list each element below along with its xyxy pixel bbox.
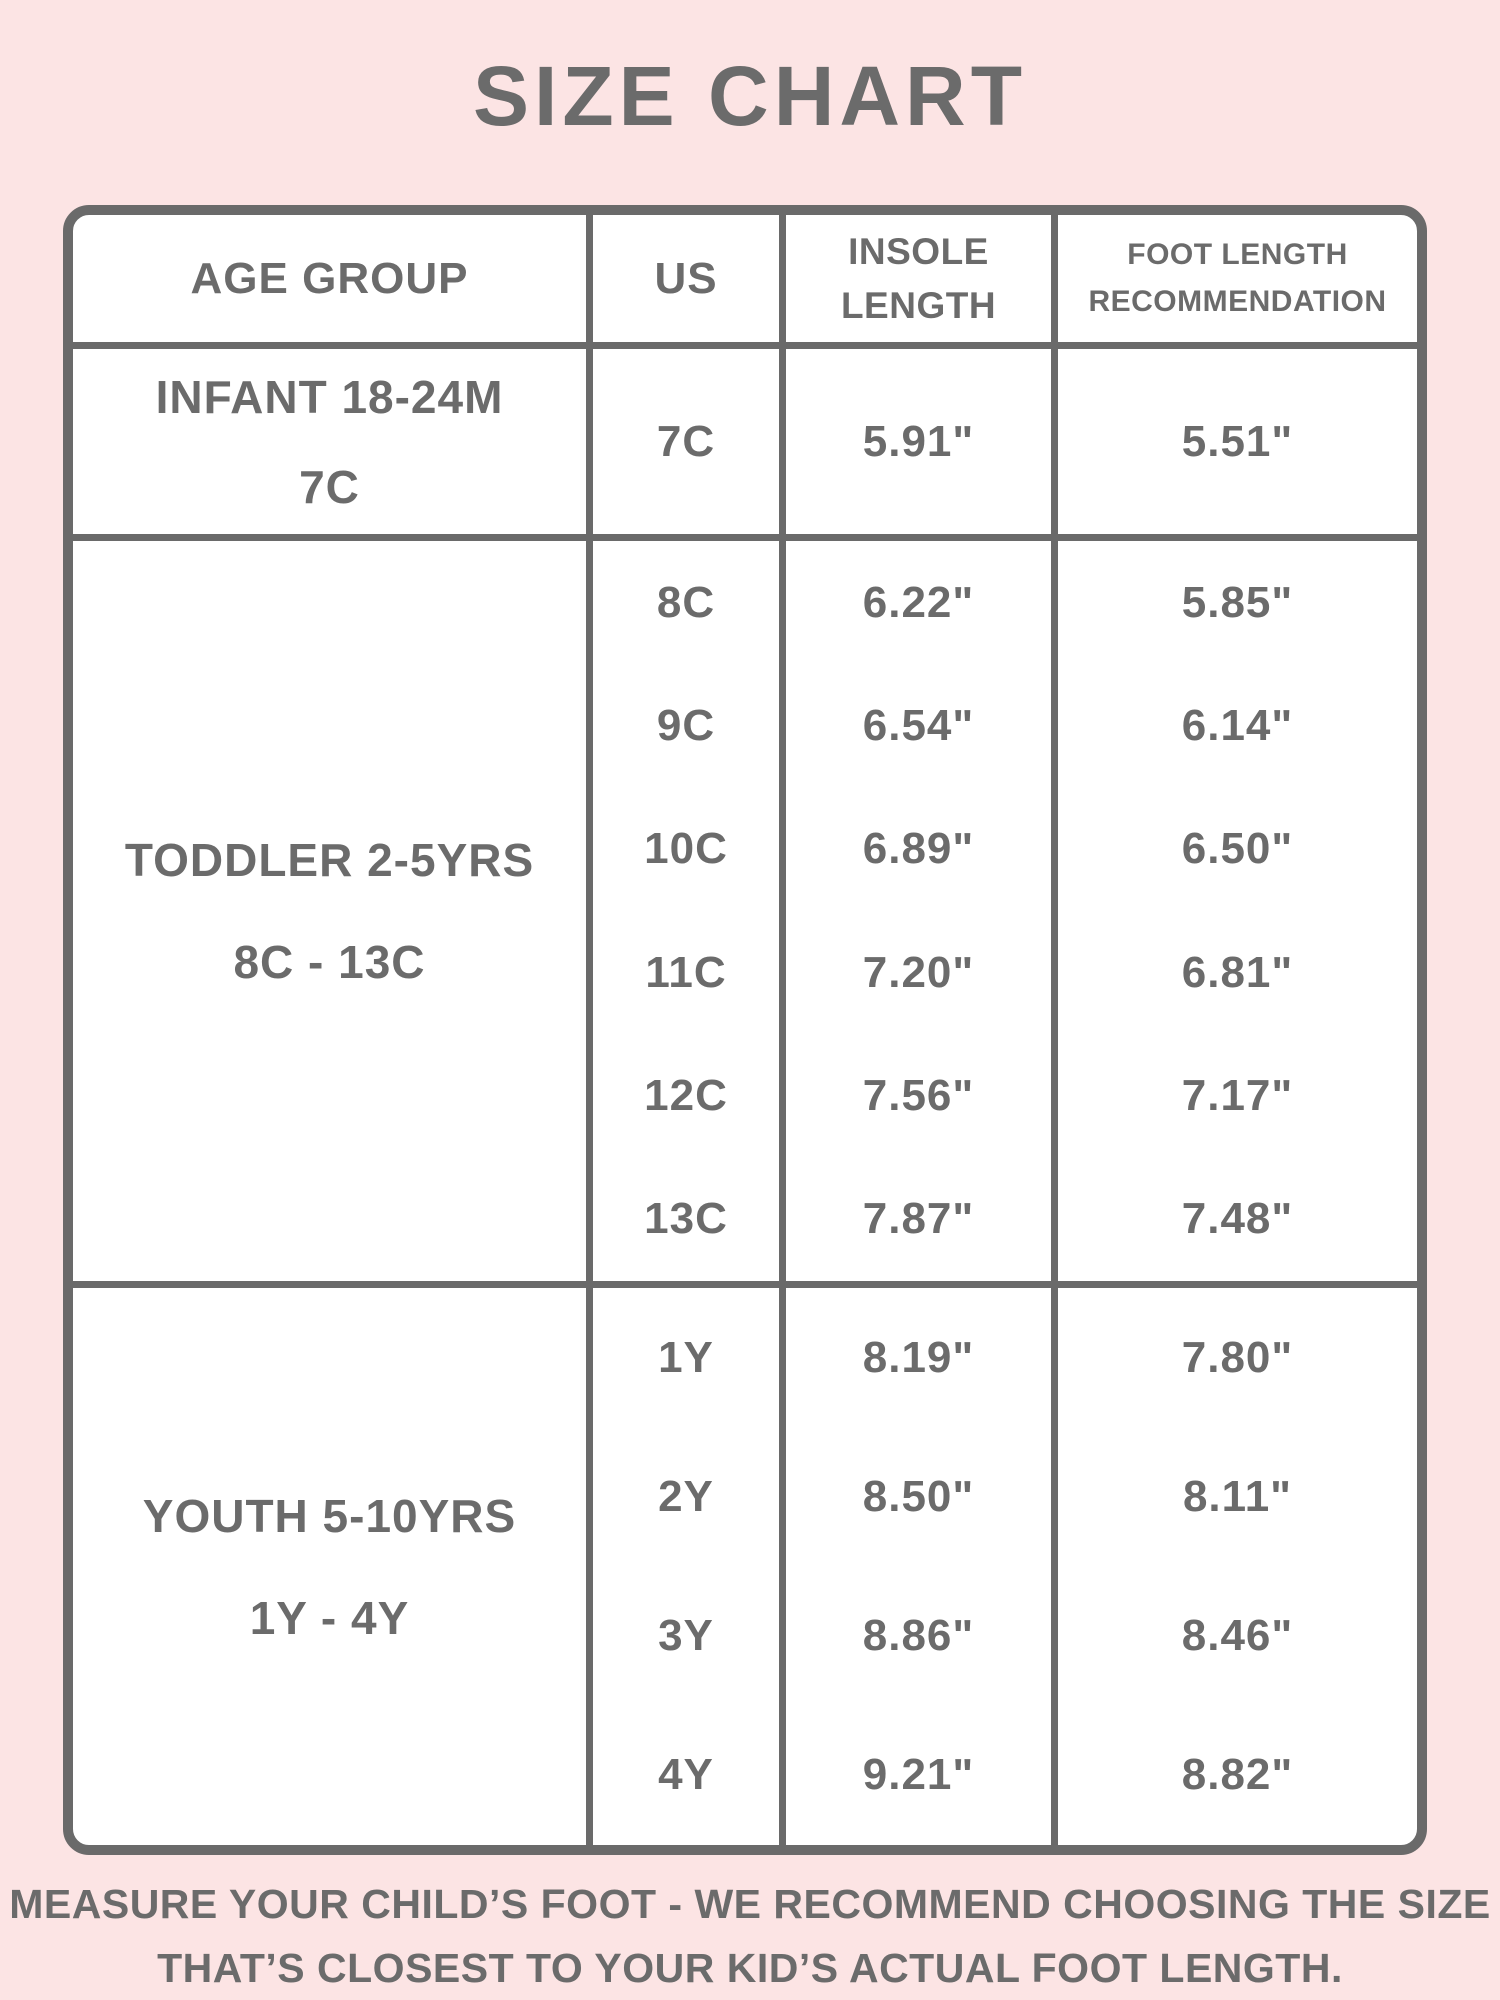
header-insole-line1: INSOLE [848, 230, 989, 272]
header-cell-age-group [73, 215, 593, 349]
foot-length-column-infant [1058, 349, 1417, 541]
us-size-value: 9C [656, 700, 716, 750]
foot-length-value: 5.51" [1181, 416, 1294, 466]
foot-length-value: 8.46" [1181, 1611, 1294, 1661]
page-title: SIZE CHART [473, 49, 1027, 143]
age-group-label-line2: 8C - 13C [233, 936, 426, 988]
insole-length-value: 7.20" [862, 947, 975, 997]
foot-length-value: 6.81" [1181, 947, 1294, 997]
insole-length-value: 6.89" [862, 824, 975, 874]
header-age-group-label: AGE GROUP [190, 253, 469, 303]
insole-length-value: 7.56" [862, 1070, 975, 1120]
insole-length-column-toddler [786, 541, 1058, 1288]
measurement-note-line1: MEASURE YOUR CHILD’S FOOT - WE RECOMMEND CHOOSING THE SIZE [9, 1881, 1491, 1927]
insole-length-value: 6.54" [862, 700, 975, 750]
header-cell-foot-length-recommendation [1058, 215, 1417, 349]
foot-length-value: 6.50" [1181, 824, 1294, 874]
us-size-column-youth [593, 1288, 786, 1845]
header-us-label: US [654, 253, 718, 303]
us-size-value: 3Y [658, 1611, 714, 1661]
measurement-note-line2: THAT’S CLOSEST TO YOUR KID’S ACTUAL FOOT LENGTH. [157, 1945, 1343, 1991]
age-group-label-line1: INFANT 18-24M [155, 370, 504, 423]
us-size-value: 12C [644, 1070, 728, 1120]
us-size-value: 13C [644, 1194, 728, 1244]
foot-length-value: 7.48" [1181, 1194, 1294, 1244]
age-group-label-line2: 1Y - 4Y [249, 1591, 410, 1644]
us-size-value: 1Y [658, 1332, 714, 1382]
header-cell-insole-length [786, 215, 1058, 349]
size-chart-table [63, 205, 1427, 1855]
foot-length-value: 7.80" [1181, 1332, 1294, 1382]
foot-length-value: 7.17" [1181, 1070, 1294, 1120]
us-size-value: 7C [656, 416, 716, 466]
insole-length-value: 8.86" [862, 1611, 975, 1661]
insole-length-value: 9.21" [862, 1750, 975, 1800]
us-size-column-infant [593, 349, 786, 541]
us-size-column-toddler [593, 541, 786, 1288]
header-foot-line2: RECOMMENDATION [1088, 284, 1387, 318]
insole-length-value: 5.91" [862, 416, 975, 466]
measurement-note [0, 1872, 1500, 2000]
header-insole-line2: LENGTH [840, 284, 997, 326]
insole-length-column-infant [786, 349, 1058, 541]
foot-length-column-youth [1058, 1288, 1417, 1845]
us-size-value: 10C [644, 824, 728, 874]
age-group-cell-infant [73, 349, 593, 541]
us-size-value: 2Y [658, 1471, 714, 1521]
age-group-label-line2: 7C [299, 460, 360, 513]
foot-length-value: 5.85" [1181, 577, 1294, 627]
insole-length-column-youth [786, 1288, 1058, 1845]
age-group-cell-toddler [73, 541, 593, 1288]
us-size-value: 8C [656, 577, 716, 627]
foot-length-value: 6.14" [1181, 700, 1294, 750]
header-cell-us [593, 215, 786, 349]
us-size-value: 11C [645, 947, 727, 997]
age-group-label-line1: TODDLER 2-5YRS [124, 834, 535, 886]
header-foot-line1: FOOT LENGTH [1127, 238, 1348, 271]
foot-length-value: 8.82" [1181, 1750, 1294, 1800]
age-group-label-line1: YOUTH 5-10YRS [142, 1489, 517, 1542]
insole-length-value: 6.22" [862, 577, 975, 627]
insole-length-value: 8.50" [862, 1471, 975, 1521]
insole-length-value: 7.87" [862, 1194, 975, 1244]
foot-length-value: 8.11" [1182, 1471, 1293, 1521]
age-group-cell-youth [73, 1288, 593, 1845]
foot-length-column-toddler [1058, 541, 1417, 1288]
us-size-value: 4Y [658, 1750, 714, 1800]
insole-length-value: 8.19" [862, 1332, 975, 1382]
